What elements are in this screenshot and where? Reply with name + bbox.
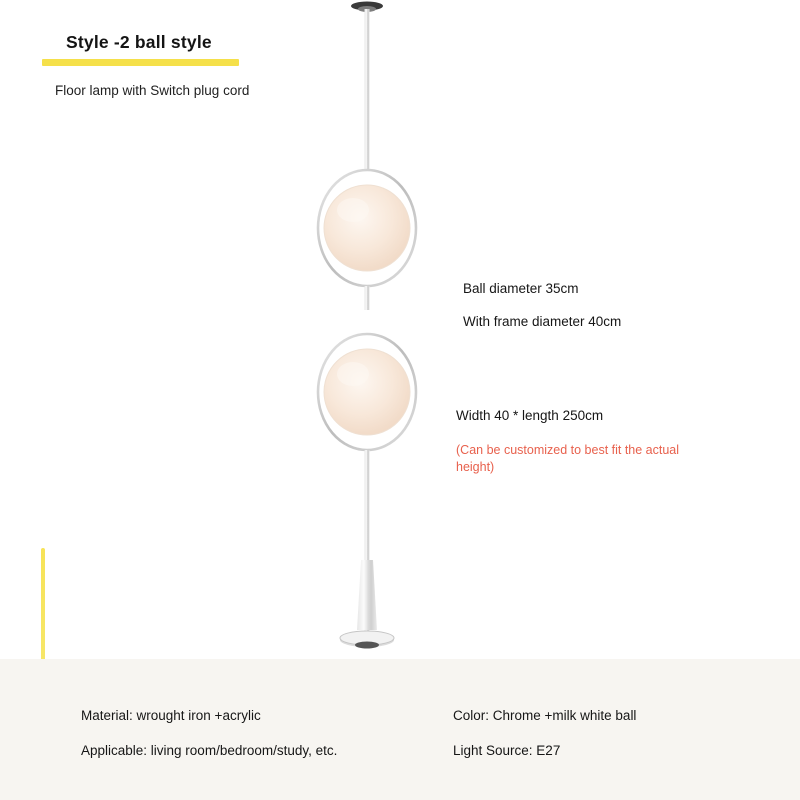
- page-subtitle: Floor lamp with Switch plug cord: [55, 83, 250, 98]
- spec-applicable: Applicable: living room/bedroom/study, etc.: [81, 743, 338, 758]
- floor-lamp-illustration: [295, 0, 465, 680]
- spec-footer: [0, 659, 800, 800]
- annotation-custom-note: (Can be customized to best fit the actual height): [456, 443, 680, 474]
- annotation-frame-diameter: With frame diameter 40cm: [463, 314, 622, 329]
- title-highlight-underline: [42, 59, 239, 66]
- annotation-dimensions: Width 40 * length 250cm: [456, 408, 604, 423]
- spec-material: Material: wrought iron +acrylic: [81, 708, 261, 723]
- page-title: Style -2 ball style: [66, 32, 212, 52]
- spec-color: Color: Chrome +milk white ball: [453, 708, 637, 723]
- spec-light-source: Light Source: E27: [453, 743, 561, 758]
- annotation-ball-diameter: Ball diameter 35cm: [463, 281, 579, 296]
